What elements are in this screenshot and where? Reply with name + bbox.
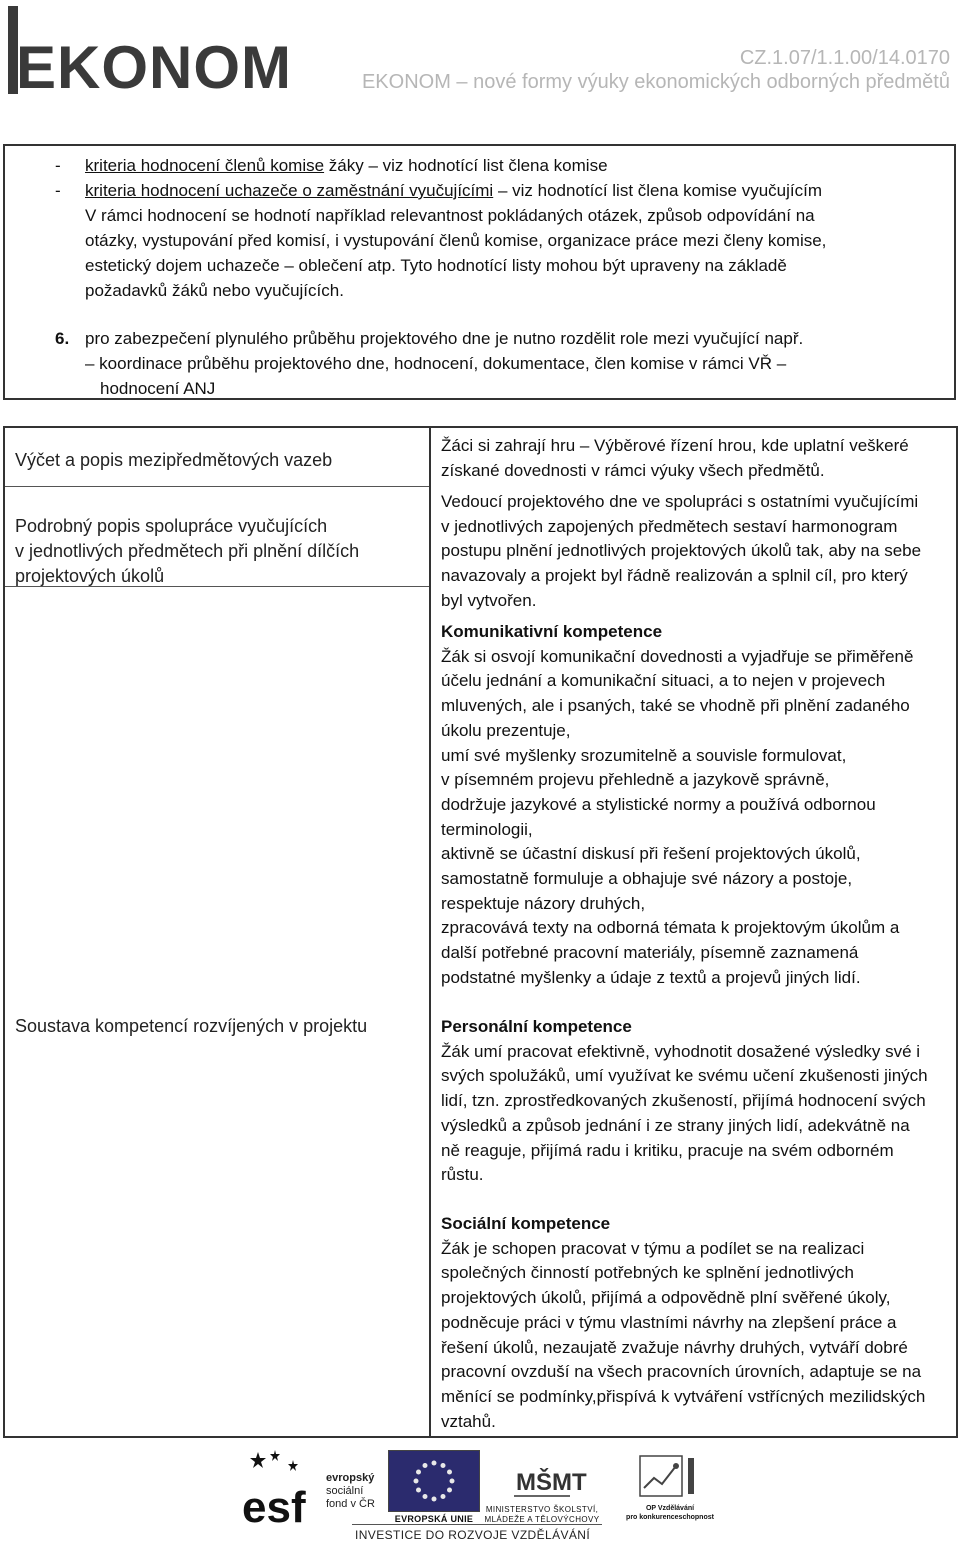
project-table bbox=[3, 426, 958, 1438]
criteria-link: kriteria hodnocení uchazeče o zaměstnání vyučujícími bbox=[85, 181, 494, 200]
logo-text: EKONOM bbox=[16, 34, 292, 101]
criteria-item: - kriteria hodnocení členů komise žáky – viz hodnotící list člena komise bbox=[55, 156, 608, 175]
msmt-logo bbox=[512, 1452, 587, 1502]
paragraph-line: otázky, vystupování před komisí, i vystupování členů komise, organizace práce mezi členy komise, bbox=[85, 231, 827, 250]
criteria-item: - kriteria hodnocení uchazeče o zaměstnání vyučujícími – viz hodnotící list člena komise vyučujícím bbox=[55, 181, 823, 200]
esf-mark: esf bbox=[242, 1483, 306, 1532]
ekonom-logo bbox=[8, 6, 298, 101]
section-title: Personální kompetence bbox=[441, 1017, 632, 1036]
criteria-link: kriteria hodnocení členů komise bbox=[85, 156, 325, 175]
intro-text: Žáci si zahrají hru – Výběrové řízení hrou, kde uplatní veškeré získané dovednosti v rámci výuky všech předmětů. bbox=[441, 436, 909, 480]
eu-label: EVROPSKÁ UNIE bbox=[394, 1514, 474, 1524]
cell-soustava-kompetenci: Soustava kompetencí rozvíjených v projektu bbox=[15, 1016, 368, 1036]
item-6-line3: hodnocení ANJ bbox=[100, 379, 216, 398]
footer-divider bbox=[352, 1524, 602, 1525]
section-title: Sociální kompetence bbox=[441, 1214, 611, 1233]
personalni-kompetence: Personální kompetence Žák umí pracovat efektivně, vyhodnotit dosažené výsledky své i svých spolužáků, umí využívat ke svému učení zkušenosti jiných lidí, tzn. zprostředkovaných zkušeností, přijímá hodnocení svých výsledků a způsob jednání i ze strany jiných lidí, adekvátně na ně reaguje, přijímá radu i kritiku, pracuje na svém odborném růstu. bbox=[441, 1015, 953, 1188]
leader-text: Vedoucí projektového dne ve spolupráci s ostatními vyučujícími v jednotlivých zapojených předmětech sestaví harmonogram postupu plnění jednotlivých projektových úkolů tak, aby na sebe navazovaly a projekt byl řádně realizován a splnil cíl, pro který byl vytvořen. bbox=[441, 492, 922, 610]
footer-logos bbox=[240, 1450, 720, 1545]
paragraph-line: V rámci hodnocení se hodnotí například relevantnost pokládaných otázek, způsob odpovídání na bbox=[85, 206, 815, 225]
item-6: 6. pro zabezpečení plynulého průběhu projektového dne je nutno rozdělit role mezi vyučující např. bbox=[55, 326, 803, 351]
opvk-label: OP Vzdělávání pro konkurenceschopnost bbox=[626, 1505, 714, 1521]
socialni-kompetence: Sociální kompetence Žák je schopen pracovat v týmu a podílet se na realizaci společných činností potřebných ke splnění jednotlivých projektových úkolů, přijímá a odpovědně plní svěřené úkoly, podněcuje práci v týmu vlastními návrhy na zlepšení práce a řešení úkolů, nezaujatě zvažuje návrhy druhých, vytváří dobré pracovní ovzduší na všech pracovních úrovních, adaptuje se na měnící se podmínky,přispívá k vytváření vstřícných mezilidských vztahů. bbox=[441, 1212, 953, 1434]
header-info bbox=[362, 46, 950, 94]
esf-logo bbox=[240, 1450, 330, 1530]
column-divider bbox=[429, 428, 431, 1436]
row-divider bbox=[5, 486, 429, 487]
cell-spoluprace-vyucujicich: Podrobný popis spolupráce vyučujících v jednotlivých předmětech při plnění dílčích projektových úkolů bbox=[15, 516, 360, 586]
paragraph-line: požadavků žáků nebo vyučujících. bbox=[85, 281, 344, 300]
opvk-logo bbox=[630, 1452, 710, 1502]
paragraph-line: estetický dojem uchazeče – oblečení atp. Tyto hodnotící listy mohou být upraveny na základě bbox=[85, 256, 787, 275]
top-text-box bbox=[3, 144, 956, 400]
cell-mezipredmetove-vazby: Výčet a popis mezipředmětových vazeb bbox=[15, 450, 333, 470]
project-title: EKONOM – nové formy výuky ekonomických odborných předmětů bbox=[361, 71, 950, 93]
section-title: Komunikativní kompetence bbox=[441, 622, 663, 641]
komunikativni-kompetence: Komunikativní kompetence Žák si osvojí komunikační dovednosti a vyjadřuje se přiměřeně účelu jednání a komunikační situaci, a to nejen v projevech mluvených, ale i psaných, také se vhodně při plnění zadaného úkolu prezentuje, umí své myšlenky srozumitelně a souvisle formulovat, v písemném projevu přehledně a jazykově správně, dodržuje jazykové a stylistické normy a používá odbornou terminologii, aktivně se účastní diskusí při řešení projektových úkolů, samostatně formuluje a obhajuje své názory a postoje, respektuje názory druhých, zpracovává texty na odborná témata k projektovým úkolům a další potřebné pracovní materiály, písemně zaznamená podstatné myšlenky a údaje z textů a projevů jiných lidí. bbox=[441, 620, 953, 991]
item-6-line2: – koordinace průběhu projektového dne, hodnocení, dokumentace, člen komise v rámci VŘ – bbox=[85, 354, 787, 373]
eu-flag-icon bbox=[388, 1450, 480, 1512]
item-number: 6. bbox=[55, 329, 70, 348]
project-code: CZ.1.07/1.1.00/14.0170 bbox=[739, 47, 950, 69]
esf-text: evropský sociální fond v ČR bbox=[326, 1472, 375, 1510]
msmt-label: MINISTERSTVO ŠKOLSTVÍ, MLÁDEŽE A TĚLOVÝCHOVY bbox=[484, 1505, 600, 1524]
investice-slogan: INVESTICE DO ROZVOJE VZDĚLÁVÁNÍ bbox=[355, 1528, 591, 1542]
msmt-mark: MŠMT bbox=[516, 1469, 587, 1496]
